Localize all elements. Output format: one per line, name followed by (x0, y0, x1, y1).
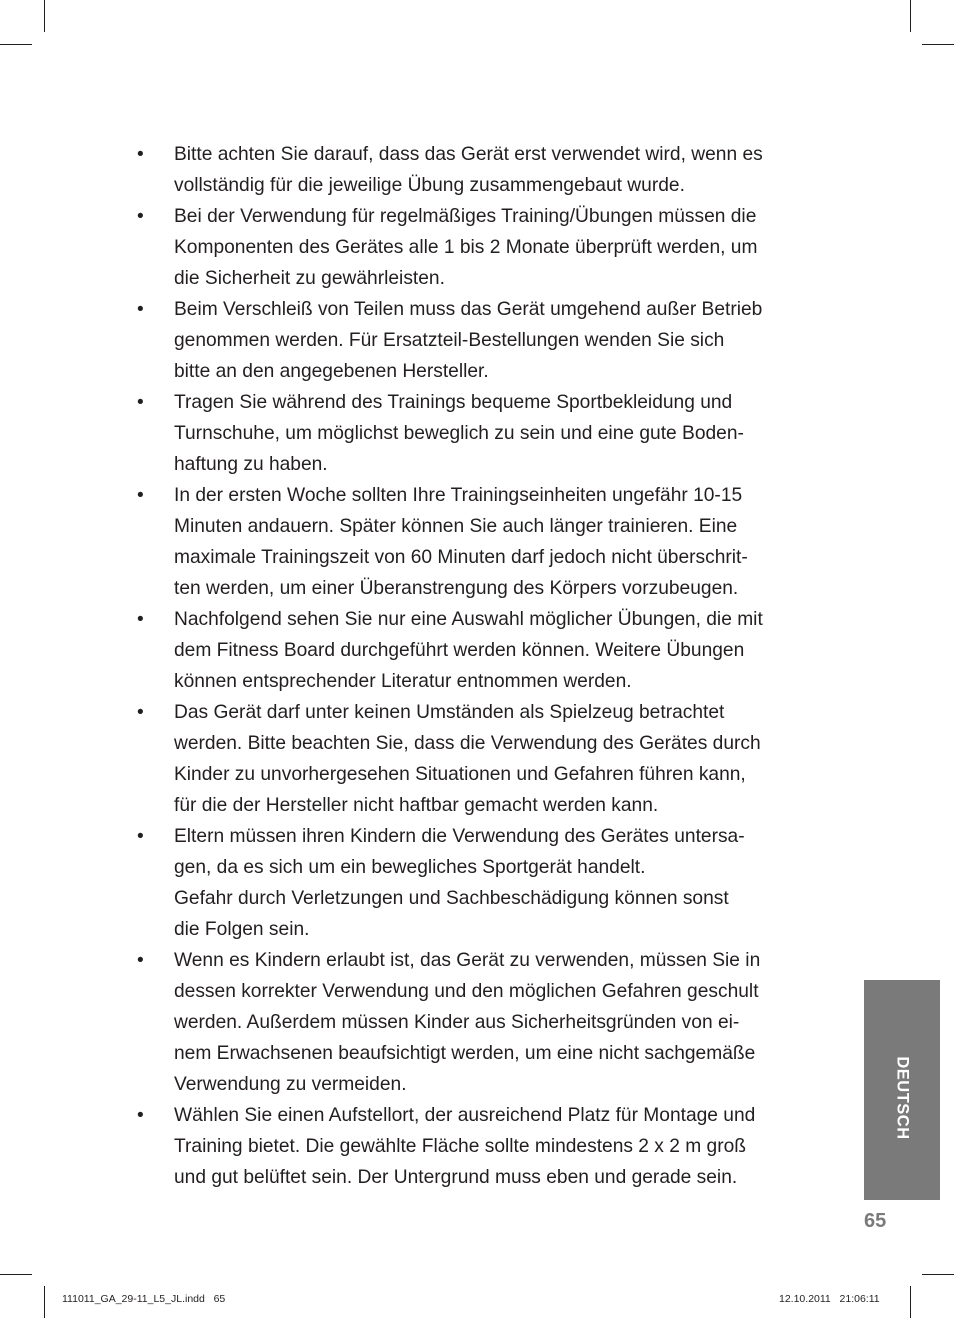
bullet-symbol: • (137, 609, 144, 630)
list-item-text-line: In der ersten Woche sollten Ihre Trainingseinheiten ungefähr 10-15 (174, 485, 743, 506)
list-item-text-line: gen, da es sich um ein bewegliches Sportgerät handelt. (174, 857, 646, 878)
bullet-symbol: • (137, 392, 144, 413)
list-item-text-line: Training bietet. Die gewählte Fläche sollte mindestens 2 x 2 m groß (174, 1136, 746, 1157)
list-item-text-line: werden. Außerdem müssen Kinder aus Sicherheitsgründen von ei- (174, 1012, 740, 1033)
list-item (137, 387, 817, 480)
list-item-text-line: haftung zu haben. (174, 454, 328, 475)
list-item-text-line: Bitte achten Sie darauf, dass das Gerät erst verwendet wird, wenn es (174, 144, 763, 165)
list-item-text-line: Wählen Sie einen Aufstellort, der ausreichend Platz für Montage und (174, 1105, 756, 1126)
list-item-text-line: Gefahr durch Verletzungen und Sachbeschädigung können sonst (174, 888, 729, 909)
crop-mark-top-left-horizontal (0, 44, 32, 45)
bullet-symbol: • (137, 206, 144, 227)
page-number: 65 (864, 1210, 887, 1232)
bullet-symbol: • (137, 299, 144, 320)
list-item-text-line: dem Fitness Board durchgeführt werden können. Weitere Übungen (174, 640, 745, 661)
list-item-text-line: können entsprechender Literatur entnommen werden. (174, 671, 632, 692)
crop-mark-bottom-left-vertical (44, 1286, 45, 1318)
list-item-text-line: Beim Verschleiß von Teilen muss das Gerät umgehend außer Betrieb (174, 299, 763, 320)
footer-file-name: 111011_GA_29-11_L5_JL.indd 65 (62, 1293, 226, 1305)
list-item-text-line: Tragen Sie während des Trainings bequeme Sportbekleidung und (174, 392, 733, 413)
list-item (137, 139, 817, 201)
list-item (137, 821, 817, 945)
crop-mark-top-right-horizontal (922, 44, 954, 45)
bullet-symbol: • (137, 485, 144, 506)
list-item (137, 945, 817, 1100)
list-item-text-line: Wenn es Kindern erlaubt ist, das Gerät zu verwenden, müssen Sie in (174, 950, 761, 971)
bullet-symbol: • (137, 826, 144, 847)
bullet-symbol: • (137, 702, 144, 723)
list-item-text-line: die Folgen sein. (174, 919, 310, 940)
list-item (137, 1100, 817, 1193)
list-item-text-line: ten werden, um einer Überanstrengung des Körpers vorzubeugen. (174, 578, 739, 599)
list-item-text-line: dessen korrekter Verwendung und den möglichen Gefahren geschult (174, 981, 759, 1002)
crop-mark-top-right-vertical (910, 0, 911, 32)
list-item-text-line: und gut belüftet sein. Der Untergrund muss eben und gerade sein. (174, 1167, 738, 1188)
crop-mark-bottom-right-horizontal (922, 1274, 954, 1275)
list-item-text-line: Nachfolgend sehen Sie nur eine Auswahl möglicher Übungen, die mit (174, 609, 763, 630)
safety-instructions-list (137, 139, 817, 1193)
crop-mark-bottom-left-horizontal (0, 1274, 32, 1275)
list-item (137, 294, 817, 387)
footer-timestamp: 12.10.2011 21:06:11 (779, 1293, 880, 1305)
list-item-text-line: maximale Trainingszeit von 60 Minuten darf jedoch nicht überschrit- (174, 547, 748, 568)
list-item-text-line: genommen werden. Für Ersatzteil-Bestellungen wenden Sie sich (174, 330, 725, 351)
bullet-symbol: • (137, 144, 144, 165)
list-item-text-line: Minuten andauern. Später können Sie auch länger trainieren. Eine (174, 516, 738, 537)
list-item-text-line: die Sicherheit zu gewährleisten. (174, 268, 445, 289)
list-item-text-line: vollständig für die jeweilige Übung zusammengebaut wurde. (174, 175, 685, 196)
list-item (137, 604, 817, 697)
list-item (137, 201, 817, 294)
language-tab-label: DEUTSCH (893, 1056, 912, 1140)
language-tab (864, 980, 940, 1200)
list-item-text-line: nem Erwachsenen beaufsichtigt werden, um eine nicht sachgemäße (174, 1043, 756, 1064)
list-item-text-line: für die der Hersteller nicht haftbar gemacht werden kann. (174, 795, 659, 816)
list-item (137, 697, 817, 821)
bullet-symbol: • (137, 950, 144, 971)
list-item-text-line: Das Gerät darf unter keinen Umständen als Spielzeug betrachtet (174, 702, 725, 723)
list-item-text-line: Turnschuhe, um möglichst beweglich zu sein und eine gute Boden- (174, 423, 744, 444)
list-item-text-line: Komponenten des Gerätes alle 1 bis 2 Monate überprüft werden, um (174, 237, 758, 258)
crop-mark-bottom-right-vertical (910, 1286, 911, 1318)
list-item-text-line: bitte an den angegebenen Hersteller. (174, 361, 489, 382)
list-item-text-line: Bei der Verwendung für regelmäßiges Training/Übungen müssen die (174, 206, 757, 227)
list-item-text-line: Eltern müssen ihren Kindern die Verwendung des Gerätes untersa- (174, 826, 745, 847)
list-item-text-line: Verwendung zu vermeiden. (174, 1074, 407, 1095)
bullet-symbol: • (137, 1105, 144, 1126)
list-item-text-line: Kinder zu unvorhergesehen Situationen und Gefahren führen kann, (174, 764, 746, 785)
list-item (137, 480, 817, 604)
crop-mark-top-left-vertical (44, 0, 45, 32)
list-item-text-line: werden. Bitte beachten Sie, dass die Verwendung des Gerätes durch (174, 733, 761, 754)
